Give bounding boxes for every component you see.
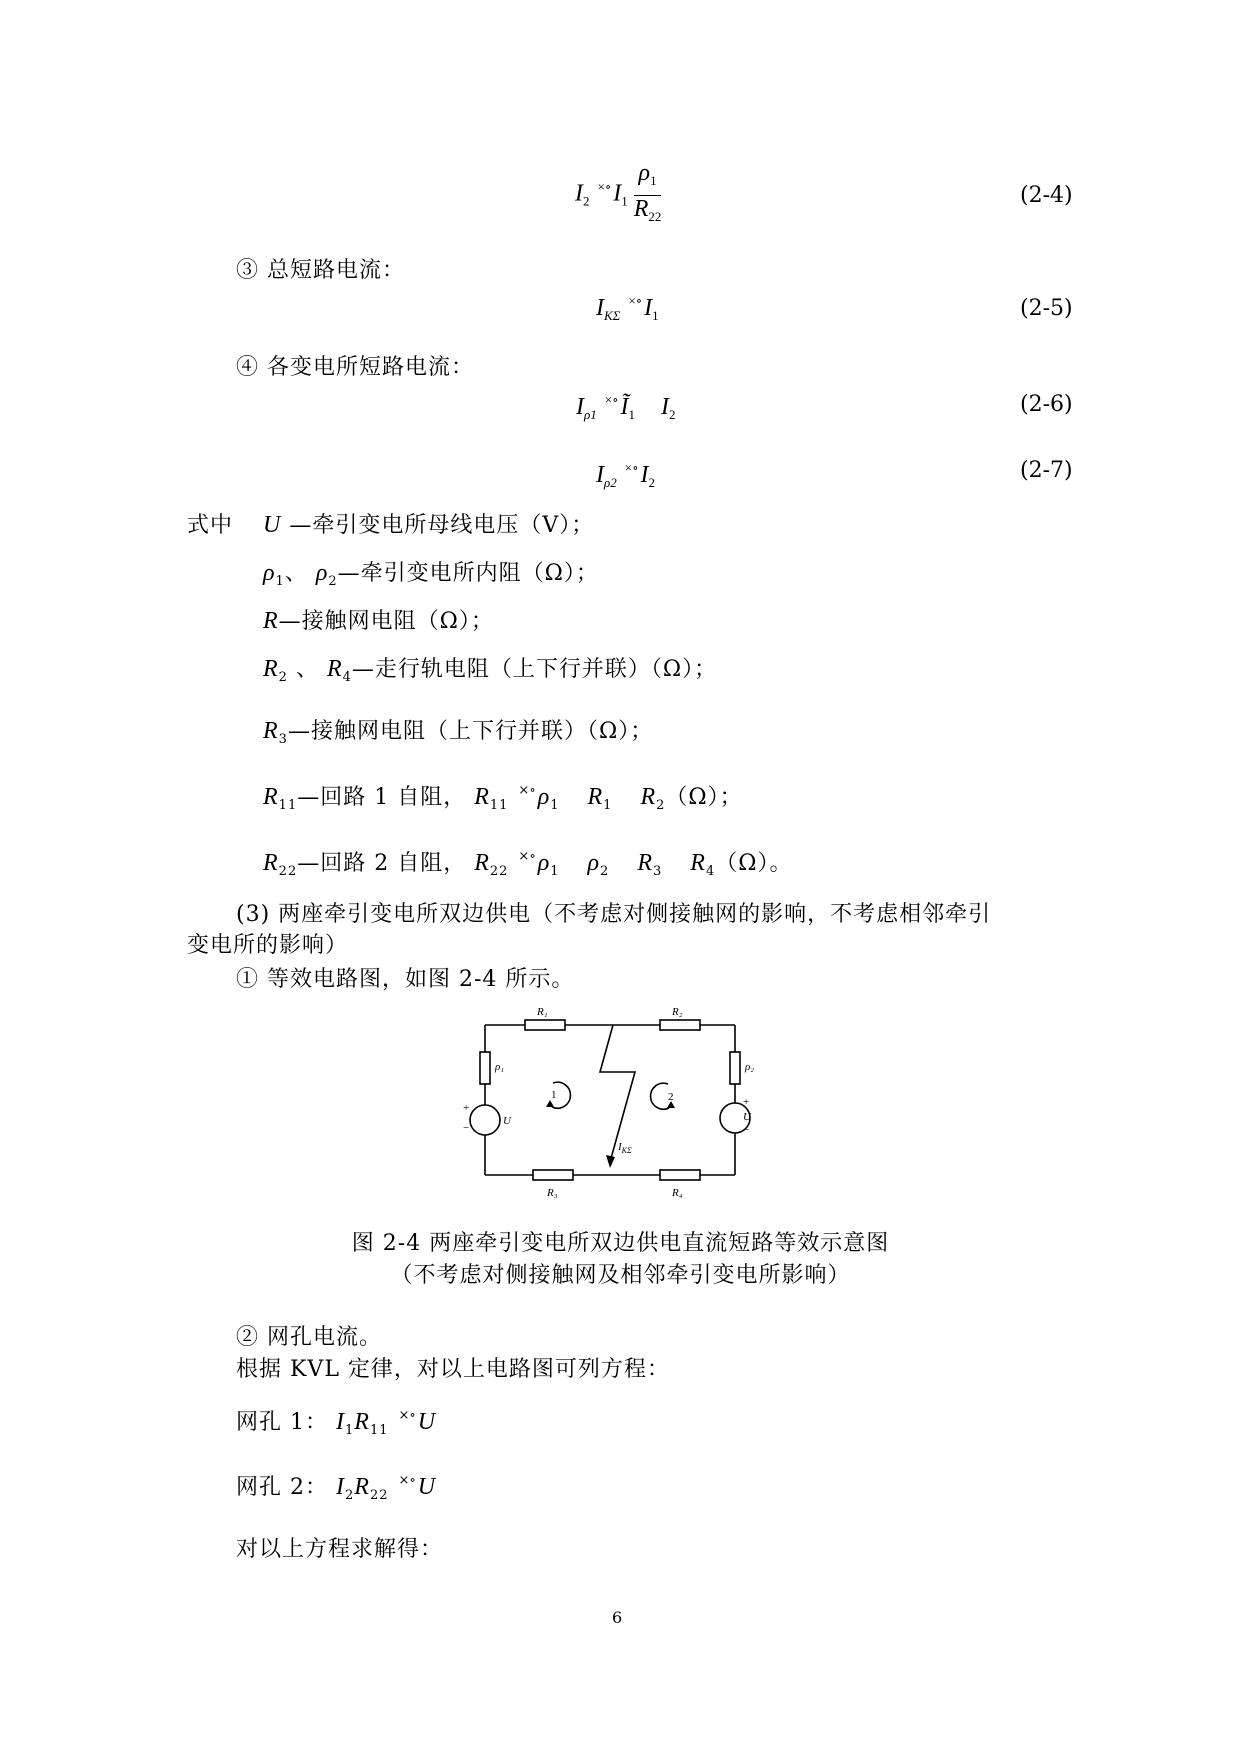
label-R2: R₂ [672,1006,683,1018]
section3-item1: ① 等效电路图，如图 2-4 所示。 [236,967,575,992]
subscript: 1 [345,1423,355,1438]
subscript: ρ1 [584,407,597,422]
subscript: 1 [621,193,628,209]
var-R: R [263,784,279,810]
definition-text: —牵引变电所内阻（Ω）； [337,561,599,586]
operator-glyph: ×∘ [597,178,612,194]
label-R3: R₃ [547,1187,558,1199]
subscript: 2 [345,1488,355,1503]
subscript: 2 [600,864,610,879]
subscript: 2 [328,574,338,589]
operator-glyph: ×∘ [604,392,619,407]
subscript: 11 [369,1423,389,1438]
var-I: I [613,180,622,207]
var-I: I [644,295,653,321]
label-R1: R₁ [537,1006,548,1018]
subscript: 22 [648,209,662,224]
heading-substation-short-circuit: ④ 各变电所短路电流： [236,355,474,380]
subscript: 2 [668,407,676,422]
resistor-R2 [660,1020,700,1030]
definition-r [263,604,494,635]
equation-number-2-7: (2-7) [1020,458,1073,483]
unit-text: （Ω）； [665,785,743,810]
fraction [634,160,662,230]
var-I: I [596,462,604,488]
var-R: R [263,608,279,634]
equation-2-6 [576,392,675,423]
var-I: I [660,394,669,420]
mesh-1-arrow-icon [546,1100,554,1107]
subscript: 1 [603,798,613,813]
operator-glyph: ×∘ [628,293,643,308]
subscript: 1 [550,864,560,879]
subscript: 1 [550,798,560,813]
label-IK-sub: KΣ [621,1146,632,1155]
heading-total-short-circuit: ③ 总短路电流： [236,258,405,283]
subscript: 1 [652,308,659,323]
mesh-1-label: 1 [551,1089,557,1101]
var-I: I [640,462,649,488]
var-I: I [575,180,583,207]
definition-text: —回路 1 自阻， [297,785,467,810]
var-rho: ρ [263,560,276,586]
subscript: 11 [278,798,298,813]
var-U: U [417,1474,437,1500]
var-I: I [336,1474,345,1500]
definition-text: —接触网电阻（Ω）； [278,609,494,634]
fraction-numerator [634,160,662,196]
resistor-R3 [533,1170,573,1180]
var-R: R [474,784,490,810]
label-R4: R₄ [672,1187,683,1199]
mesh-2-label: 2 [668,1091,674,1103]
label-rho2: ρ₂ [745,1061,755,1073]
var-R: R [263,718,279,744]
var-rho: ρ [537,784,551,810]
circuit-diagram [460,1000,780,1210]
definition-r3 [263,714,653,747]
resistor-R4 [660,1170,700,1180]
label-IK-var: I [618,1141,622,1153]
var-R: R [474,850,490,876]
var-I: I [576,394,584,420]
unit-text: （Ω）。 [715,851,793,876]
definition-text: —回路 2 自阻， [297,851,467,876]
solve-text: 对以上方程求解得： [236,1537,444,1562]
subscript: 4 [342,670,352,685]
label-rho1: ρ₁ [495,1061,505,1073]
label-IK [617,1141,632,1155]
var-R: R [326,656,343,682]
definition-text: —接触网电阻（上下行并联）（Ω）； [287,719,654,744]
minus-right: − [743,1124,750,1136]
subscript: 1 [650,173,657,188]
equation-number-2-6: (2-6) [1020,392,1073,417]
resistor-rho2 [730,1052,740,1084]
resistor-rho1 [480,1052,490,1084]
operator-glyph: ×∘ [518,783,536,798]
subscript: 3 [652,864,663,879]
var-rho: ρ [587,850,601,876]
var-R: R [633,196,649,222]
definition-rho [263,556,599,589]
subscript: KΣ [604,308,621,323]
page-number: 6 [612,1608,623,1627]
subscript: 1 [275,574,285,589]
var-rho: ρ [638,160,651,186]
mesh-1-label-text: 网孔 1： [236,1410,328,1435]
subscript: 11 [489,798,509,813]
var-I: I [596,295,604,321]
subscript: 3 [278,732,288,747]
section3-line2: 变电所的影响） [187,933,349,958]
minus-left: − [463,1122,470,1134]
var-R: R [354,1409,370,1435]
definition-r11 [263,780,743,813]
section3-line1: (3) 两座牵引变电所双边供电（不考虑对侧接触网的影响，不考虑相邻牵引 [236,902,992,927]
mesh-2-equation [236,1470,436,1503]
subscript: 1 [628,407,635,422]
figure-caption-1: 图 2-4 两座牵引变电所双边供电直流短路等效示意图 [351,1231,890,1256]
subscript: 2 [648,475,655,490]
var-rho: ρ [315,560,329,586]
mesh-2-loop-icon [651,1083,669,1109]
subscript: 22 [278,864,298,879]
var-rho: ρ [537,850,551,876]
voltage-source-left [470,1105,500,1135]
equation-2-4 [575,160,661,230]
definition-r22 [263,846,792,879]
subscript: 2 [278,670,288,685]
plus-right: + [743,1096,750,1108]
var-R: R [637,850,653,876]
kvl-text: 根据 KVL 定律，对以上电路图可列方程： [236,1357,670,1382]
definition-r2-r4 [263,652,717,685]
mesh-1-equation [236,1405,436,1438]
label-U-left: U [503,1115,511,1127]
subscript: 22 [369,1488,389,1503]
subscript: 22 [489,864,509,879]
definition-u [187,508,594,539]
separator: 、 [287,657,319,682]
fraction-denominator [634,196,662,230]
equation-number-2-4: (2-4) [1020,183,1073,208]
fault-arrow-icon [606,1155,615,1168]
var-I-tilde: Ĩ [620,394,629,420]
operator-glyph: ×∘ [624,460,639,475]
var-R: R [263,850,279,876]
subscript: 2 [656,798,666,813]
mesh-heading: ② 网孔电流。 [236,1325,382,1350]
var-R: R [690,850,706,876]
separator: 、 [284,561,308,586]
var-R: R [354,1474,370,1500]
var-R: R [587,784,604,810]
definition-text: —走行轨电阻（上下行并联）（Ω）； [351,657,718,682]
equation-2-5 [596,293,659,324]
operator-glyph: ×∘ [518,849,536,864]
plus-left: + [463,1102,470,1114]
subscript: 4 [705,864,716,879]
subscript: ρ2 [604,475,617,490]
resistor-R1 [525,1020,565,1030]
equation-2-7 [596,460,655,491]
operator-glyph: ×∘ [398,1473,416,1488]
mesh-2-label-text: 网孔 2： [236,1475,328,1500]
var-U: U [417,1409,437,1435]
equation-number-2-5: (2-5) [1020,296,1073,321]
figure-caption-2: （不考虑对侧接触网及相邻牵引变电所影响） [390,1263,851,1288]
label-U-right: U [743,1111,751,1123]
var-R: R [263,656,279,682]
operator-glyph: ×∘ [398,1408,416,1423]
definitions-intro: 式中 [187,513,234,538]
var-R: R [640,784,657,810]
var-I: I [336,1409,345,1435]
definition-text: —牵引变电所母线电压（V）； [289,513,595,538]
subscript: 2 [583,193,590,209]
var-U: U [263,512,282,538]
